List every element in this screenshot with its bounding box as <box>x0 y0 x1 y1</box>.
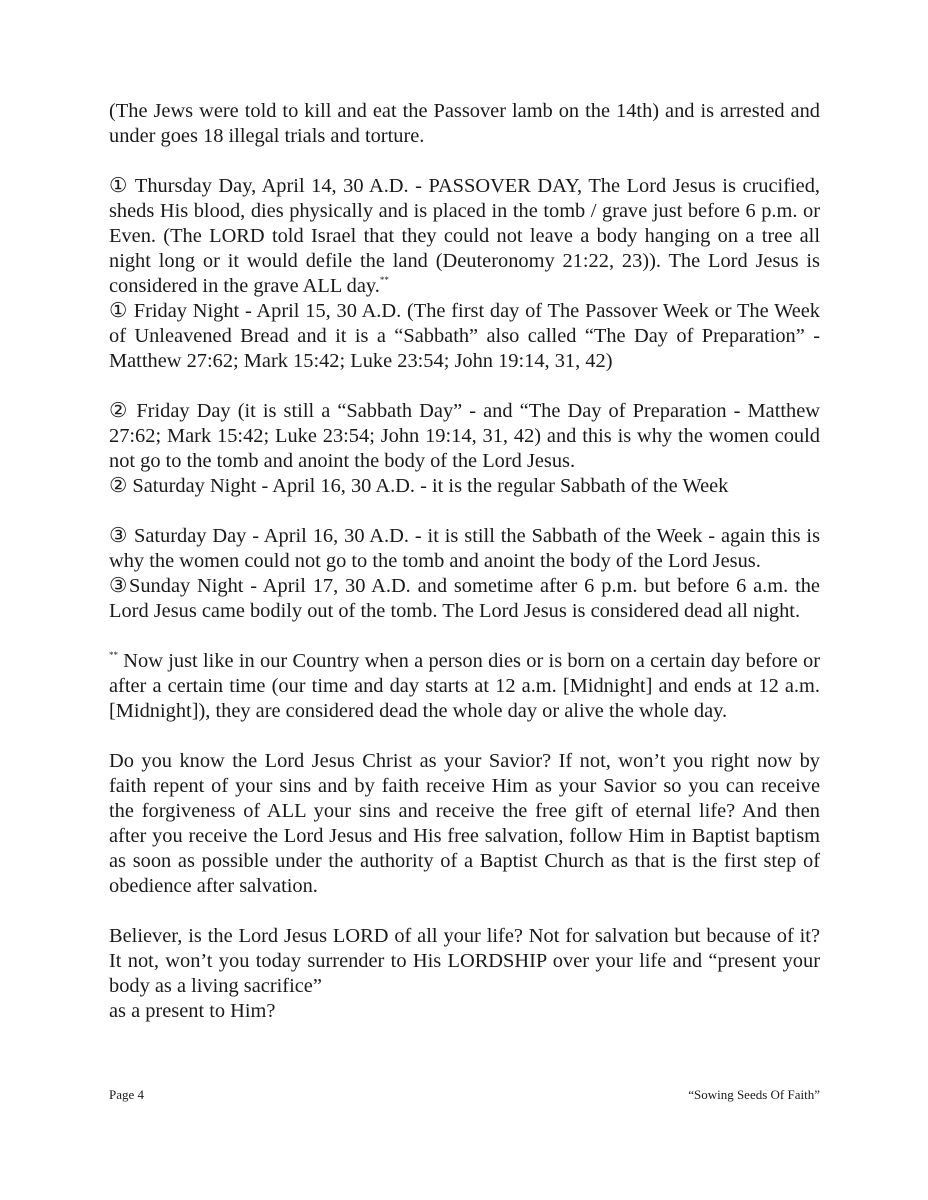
footnote-mark: ** <box>109 650 118 660</box>
paragraph-footnote <box>109 649 820 724</box>
paragraph-friday-night: ① Friday Night - April 15, 30 A.D. (The first day of The Passover Week or The Week of Unleavened Bread and it is a “Sabbath” also called “The Day of Preparation” - Matthew 27:62; Mark 15:42; Luke 23:54; John 19:14, 31, 42) <box>109 300 820 372</box>
page-footer <box>109 1087 820 1103</box>
paragraph-spacer <box>109 499 820 524</box>
footnote-mark: ** <box>379 275 389 285</box>
publication-title: “Sowing Seeds Of Faith” <box>688 1087 820 1102</box>
page-body <box>109 99 820 1024</box>
paragraph-text: ① Thursday Day, April 14, 30 A.D. - PASSOVER DAY, The Lord Jesus is crucified, sheds His blood, dies physically and is placed in the tomb / grave just before 6 p.m. or Even. (The LORD told Israel that they could not leave a body hanging on a tree all night long or it would defile the land (Deuteronomy 21:22, 23)). The Lord Jesus is considered in the grave ALL day. <box>109 175 820 297</box>
paragraph-salvation-invitation: Do you know the Lord Jesus Christ as your Savior? If not, won’t you right now by faith repent of your sins and by faith receive Him as your Savior so you can receive the forgiveness of ALL your sins and receive the free gift of eternal life? And then after you receive the Lord Jesus and His free salvation, follow Him in Baptist baptism as soon as possible under the authority of a Baptist Church as that is the first step of obedience after salvation. <box>109 750 820 897</box>
paragraph-saturday-night: ② Saturday Night - April 16, 30 A.D. - it is the regular Sabbath of the Week <box>109 475 729 497</box>
paragraph-spacer <box>109 724 820 749</box>
paragraph-spacer <box>109 374 820 399</box>
paragraph-friday-day: ② Friday Day (it is still a “Sabbath Day” - and “The Day of Preparation - Matthew 27:62; Mark 15:42; Luke 23:54; John 19:14, 31, 42) and this is why the women could not go to the tomb and anoint the body of the Lord Jesus. <box>109 400 820 472</box>
paragraph-saturday-day: ③ Saturday Day - April 16, 30 A.D. - it is still the Sabbath of the Week - again this is why the women could not go to the tomb and anoint the body of the Lord Jesus. <box>109 525 820 572</box>
page-number: Page 4 <box>109 1087 145 1102</box>
paragraph-thursday-day <box>109 174 820 299</box>
paragraph-sunday-night: ③Sunday Night - April 17, 30 A.D. and sometime after 6 p.m. but before 6 a.m. the Lord Jesus came bodily out of the tomb. The Lord Jesus is considered dead all night. <box>109 575 820 622</box>
paragraph-closing-line: as a present to Him? <box>109 1000 276 1022</box>
paragraph-passover-lamb: (The Jews were told to kill and eat the Passover lamb on the 14th) and is arrested and under goes 18 illegal trials and torture. <box>109 100 820 147</box>
paragraph-text: Now just like in our Country when a person dies or is born on a certain day before or after a certain time (our time and day starts at 12 a.m. [Midnight] and ends at 12 a.m. [Midnight]), they are considered dead the whole day or alive the whole day. <box>109 650 820 722</box>
paragraph-spacer <box>109 149 820 174</box>
paragraph-spacer <box>109 624 820 649</box>
paragraph-spacer <box>109 899 820 924</box>
paragraph-believer-lordship: Believer, is the Lord Jesus LORD of all your life? Not for salvation but because of it? It not, won’t you today surrender to His LORDSHIP over your life and “present your body as a living sacrifice” <box>109 925 820 997</box>
